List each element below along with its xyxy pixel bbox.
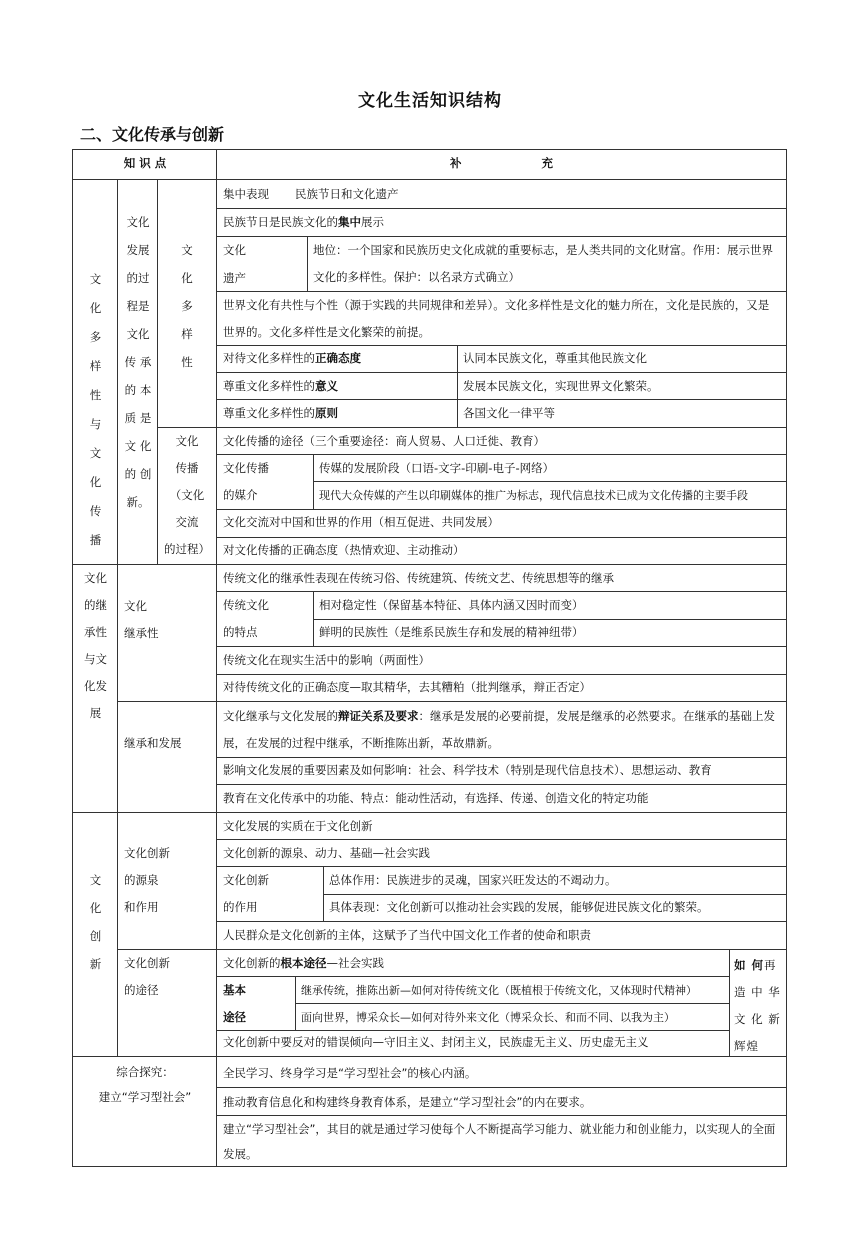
innovation-row-5: 人民群众是文化创新的主体，这赋予了当代中国文化工作者的使命和职责 — [223, 928, 591, 942]
grid-line — [117, 701, 787, 702]
grid-line — [217, 537, 787, 538]
section2-label: 文化 的继 承性 与文 化发 展 — [84, 571, 107, 720]
row-text: ：继承是发展的必要前提，发展是继承的必然要求。在继承的基础上发展，在发展的过程中继承，不断推陈出新，革故鼎新。 — [223, 709, 775, 750]
media-row-2: 现代大众传媒的产生以印刷媒体的推广为标志，现代信息技术已成为文化传播的主要手段 — [319, 489, 748, 502]
exchange-row: 文化交流对中国和世界的作用（相互促进、共同发展） — [223, 515, 499, 529]
media-row-1: 传媒的发展阶段（口语-文字-印刷-电子-网络） — [319, 461, 555, 475]
basic-path-row-2: 面向世界，博采众长—如何对待外来文化（博采众长、和而不同、以我为主） — [301, 1011, 675, 1024]
grid-line — [217, 291, 787, 292]
grid-line — [295, 1003, 730, 1004]
role-row-2: 具体表现：文化创新可以推动社会实践的发展，能够促进民族文化的繁荣。 — [329, 900, 709, 914]
grid-line — [217, 921, 787, 922]
grid-line — [217, 372, 787, 373]
develop-row-1 — [217, 703, 786, 757]
grid-line — [117, 812, 118, 1057]
learning-row-3: 建立“学习型社会”，其目的就是通过学习使每个人不断提高学习能力、就业能力和创业能力，以实现人的全面发展。 — [223, 1122, 776, 1161]
row-text: 民族节日是民族文化的 — [223, 215, 338, 229]
meaning-row-left — [217, 373, 457, 400]
row-text: 文化继承与文化发展的 — [223, 709, 338, 723]
grid-line — [117, 564, 118, 812]
row-text: 对待文化多样性的 — [223, 351, 315, 365]
grid-line — [217, 646, 787, 647]
develop-row-3: 教育在文化传承中的功能、特点：能动性活动，有选择、传递、创造文化的特定功能 — [223, 791, 649, 805]
attitude-row-right: 认同本民族文化，尊重其他民族文化 — [463, 351, 647, 365]
grid-line — [313, 481, 787, 482]
row-bold: 正确态度 — [315, 351, 361, 365]
diversity-row-2 — [217, 209, 786, 236]
grid-line — [217, 509, 787, 510]
innovation-row-1: 文化发展的实质在于文化创新 — [223, 819, 373, 833]
grid-line — [217, 784, 787, 785]
grid-line — [217, 1030, 730, 1031]
attitude-spread-row: 对文化传播的正确态度（热情欢迎、主动推动） — [223, 543, 465, 557]
grid-line — [157, 427, 787, 428]
heritage-label: 文化 遗产 — [223, 243, 246, 285]
media-label: 文化传播 的媒介 — [223, 461, 269, 502]
grid-line — [217, 345, 787, 346]
grid-line — [117, 949, 787, 950]
row-text: 尊重文化多样性的 — [223, 379, 315, 393]
row-text: 民族节日和文化遗产 — [295, 187, 399, 201]
section3-label: 文 化 创 新 — [89, 873, 102, 971]
diversity-label: 文 化 多 样 性 — [181, 243, 193, 369]
role-row-1: 总体作用：民族进步的灵魂，国家兴旺发达的不竭动力。 — [329, 873, 617, 887]
section1-development-label: 文化 发展 的过 程是 文化 传 承 的 本 质 是 文 化 的 创 新。 — [124, 215, 152, 509]
row-text: —社会实践 — [326, 956, 384, 970]
table-border-top — [72, 149, 787, 150]
header-divider — [72, 179, 787, 180]
grid-line — [217, 399, 787, 400]
role-label: 文化创新 的作用 — [223, 873, 269, 914]
section-divider — [72, 1056, 787, 1057]
inherit-label: 文化 继承性 — [124, 599, 159, 640]
row-text: 展示 — [361, 215, 384, 229]
principle-row-right: 各国文化一律平等 — [463, 406, 555, 420]
spread-way-row: 文化传播的途径（三个重要途径：商人贸易、人口迁徙、教育） — [223, 434, 545, 448]
path-row-4: 文化创新中要反对的错误倾向—守旧主义、封闭主义，民族虚无主义、历史虚无主义 — [223, 1035, 649, 1049]
basic-path-label: 基本 途径 — [223, 983, 246, 1024]
row-bold: 集中 — [338, 215, 361, 229]
spread-label: 文化 传播 （文化 交流 的过程） — [164, 434, 210, 556]
section1-label: 文 化 多 样 性 与 文 化 传 播 — [89, 272, 102, 547]
grid-line — [457, 345, 458, 427]
table-border-right — [786, 149, 787, 1167]
path-label: 文化创新 的途径 — [124, 956, 170, 997]
row-text: 尊重文化多样性的 — [223, 406, 315, 420]
grid-line — [313, 619, 787, 620]
rebuild-note-text: 再造 中 华文 化 新辉煌 — [734, 958, 781, 1053]
rebuild-note — [729, 950, 786, 1054]
grid-line — [217, 757, 787, 758]
innovation-row-2: 文化创新的源泉、动力、基础—社会实践 — [223, 846, 430, 860]
header-knowledge: 知 识 点 — [123, 156, 167, 170]
inherit-row-1: 传统文化的继承性表现在传统习俗、传统建筑、传统文艺、传统思想等的继承 — [223, 571, 614, 585]
path-row-1 — [217, 950, 729, 977]
grid-line — [217, 1115, 787, 1116]
row-text: 文化创新的 — [223, 956, 281, 970]
principle-row-left — [217, 400, 457, 427]
grid-line — [217, 674, 787, 675]
section-title: 二、文化传承与创新 — [80, 125, 225, 144]
document-title: 文化生活知识结构 — [358, 91, 502, 111]
learning-row-1: 全民学习、终身学习是“学习型社会”的核心内涵。 — [223, 1066, 477, 1080]
meaning-row-right: 发展本民族文化，实现世界文化繁荣。 — [463, 379, 659, 393]
table-divider-main — [216, 149, 217, 1167]
grid-line — [217, 1087, 787, 1088]
attitude-row-left — [217, 345, 457, 373]
inherit-row-5: 对待传统文化的正确态度—取其精华，去其糟粕（批判继承，辩正否定） — [223, 680, 591, 694]
row-label: 集中表现 — [223, 187, 269, 201]
header-supplement: 补 充 — [449, 156, 554, 170]
grid-line — [217, 208, 787, 209]
grid-line — [307, 236, 308, 291]
heritage-text: 地位：一个国家和民族历史文化成就的重要标志，是人类共同的文化财富。作用：展示世界文化的多样性。保护：以名录方式确立） — [313, 243, 773, 284]
row-bold: 意义 — [315, 379, 338, 393]
grid-line — [217, 839, 787, 840]
basic-path-row-1: 继承传统，推陈出新—如何对待传统文化（既植根于传统文化，又体现时代精神） — [301, 984, 697, 997]
row-bold: 辩证关系及要求 — [338, 709, 419, 723]
section-divider — [72, 812, 787, 813]
diversity-row-1 — [217, 181, 786, 208]
table-border-left — [72, 149, 73, 1167]
trait-row-1: 相对稳定性（保留基本特征、具体内涵又因时而变） — [319, 598, 584, 612]
explore-label: 综合探究： 建立“学习型社会” — [98, 1065, 192, 1104]
grid-line — [217, 866, 787, 867]
trait-label: 传统文化 的特点 — [223, 598, 269, 639]
row-bold: 根本途径 — [280, 956, 327, 970]
diversity-world-text: 世界文化有共性与个性（源于实践的共同规律和差异）。文化多样性是文化的魅力所在，文化是民族的，又是世界的。文化多样性是文化繁荣的前提。 — [223, 298, 770, 339]
develop-row-2: 影响文化发展的重要因素及如何影响：社会、科学技术（特别是现代信息技术）、思想运动、教育 — [223, 763, 712, 777]
section-divider — [72, 564, 787, 565]
grid-line — [117, 179, 118, 564]
innovation-source-label: 文化创新 的源泉 和作用 — [124, 846, 170, 914]
table-border-bottom — [72, 1166, 787, 1167]
develop-label: 继承和发展 — [124, 736, 182, 750]
rebuild-note-bold: 如 何 — [734, 958, 765, 972]
grid-line — [323, 894, 787, 895]
inherit-row-4: 传统文化在现实生活中的影响（两面性） — [223, 653, 430, 667]
grid-line — [157, 179, 158, 564]
grid-line — [217, 454, 787, 455]
row-bold: 原则 — [315, 406, 338, 420]
learning-row-2: 推动教育信息化和构建终身教育体系，是建立“学习型社会”的内在要求。 — [223, 1095, 592, 1109]
trait-row-2: 鲜明的民族性（是维系民族生存和发展的精神纽带） — [319, 625, 584, 639]
grid-line — [217, 976, 730, 977]
grid-line — [217, 236, 787, 237]
grid-line — [217, 591, 787, 592]
